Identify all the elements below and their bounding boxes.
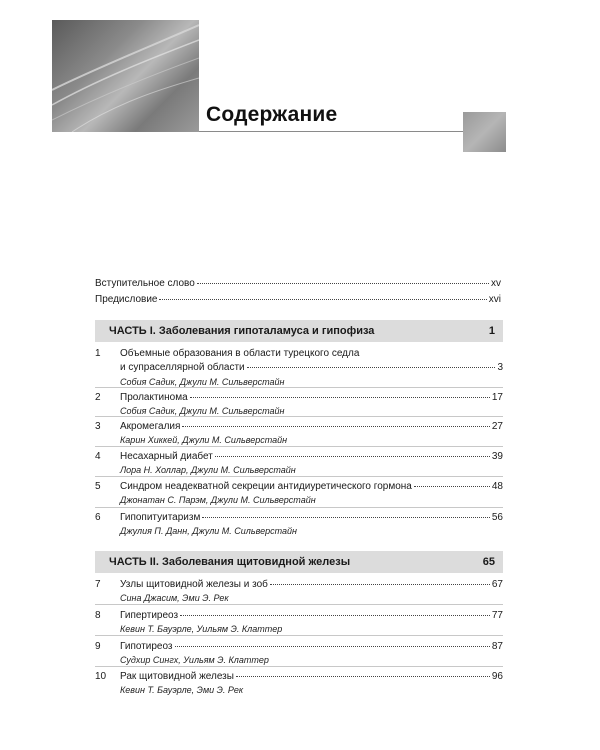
- chapter-page: 56: [491, 512, 503, 523]
- chapter-number: 9: [95, 641, 101, 652]
- dot-leader: [182, 426, 489, 427]
- header-decoration-square: [463, 112, 506, 152]
- chapter-title: Несахарный диабет: [120, 451, 213, 462]
- chapter-authors: Лора Н. Холлар, Джули М. Сильверстайн: [120, 465, 296, 475]
- chapter-page: 48: [491, 481, 503, 492]
- divider: [95, 604, 503, 605]
- chapter-title: Гипотиреоз: [120, 641, 173, 652]
- chapter-authors: Собия Садик, Джули М. Сильверстайн: [120, 377, 285, 387]
- chapter-number: 2: [95, 392, 101, 403]
- divider: [95, 446, 503, 447]
- part-page: 65: [482, 556, 495, 568]
- chapter-authors: Сина Джасим, Эми Э. Рек: [120, 593, 229, 603]
- toc-entry-page: xvi: [488, 294, 501, 305]
- dot-leader: [414, 486, 490, 487]
- toc-entry-foreword[interactable]: [95, 278, 501, 289]
- part-title: ЧАСТЬ I. Заболевания гипоталамуса и гипофиза: [109, 325, 375, 337]
- chapter-page: 87: [491, 641, 503, 652]
- dot-leader: [215, 456, 490, 457]
- divider: [95, 416, 503, 417]
- chapter-page: 77: [491, 610, 503, 621]
- dot-leader: [270, 584, 490, 585]
- dot-leader: [159, 299, 486, 300]
- dot-leader: [180, 615, 490, 616]
- chapter-number: 5: [95, 481, 101, 492]
- divider: [95, 635, 503, 636]
- chapter-number: 3: [95, 421, 101, 432]
- chapter-title-cont: и супраселлярной области: [120, 362, 245, 373]
- divider: [95, 476, 503, 477]
- dot-leader: [175, 646, 490, 647]
- chapter-number: 7: [95, 579, 101, 590]
- header-decoration-image: [52, 20, 199, 132]
- dot-leader: [202, 517, 490, 518]
- chapter-title: Объемные образования в области турецкого седла: [120, 348, 360, 359]
- chapter-authors: Джонатан С. Парэм, Джули М. Сильверстайн: [120, 495, 316, 505]
- page-title: Содержание: [206, 103, 338, 126]
- chapter-title: Рак щитовидной железы: [120, 671, 234, 682]
- chapter-authors: Карин Хиккей, Джули М. Сильверстайн: [120, 435, 288, 445]
- chapter-number: 4: [95, 451, 101, 462]
- divider: [95, 666, 503, 667]
- chapter-title: Гипертиреоз: [120, 610, 179, 621]
- chapter-authors: Кевин Т. Бауэрле, Эми Э. Рек: [120, 685, 244, 695]
- chapter-number: 6: [95, 512, 101, 523]
- chapter-page: 39: [491, 451, 503, 462]
- toc-entry-preface[interactable]: [95, 294, 501, 305]
- chapter-authors: Судхир Сингх, Уильям Э. Клаттер: [120, 655, 269, 665]
- chapter-page: 27: [491, 421, 503, 432]
- chapter-page: 67: [491, 579, 503, 590]
- chapter-authors: Джулия П. Данн, Джули М. Сильверстайн: [120, 526, 297, 536]
- dot-leader: [190, 397, 490, 398]
- chapter-page: 17: [491, 392, 503, 403]
- chapter-page: 3: [497, 362, 503, 373]
- dot-leader: [247, 367, 496, 368]
- divider: [95, 507, 503, 508]
- title-divider: [199, 131, 463, 132]
- toc-entry-page: xv: [491, 278, 501, 289]
- part-title: ЧАСТЬ II. Заболевания щитовидной железы: [109, 556, 351, 568]
- chapter-page: 96: [491, 671, 503, 682]
- chapter-title: Узлы щитовидной железы и зоб: [120, 579, 268, 590]
- divider: [95, 387, 503, 388]
- toc-entry-title: Вступительное слово: [95, 278, 195, 289]
- part-heading-2[interactable]: [95, 551, 503, 573]
- chapter-authors: Кевин Т. Бауэрле, Уильям Э. Клаттер: [120, 624, 283, 634]
- dot-leader: [197, 283, 489, 284]
- part-page: 1: [488, 325, 495, 337]
- chapter-title: Синдром неадекватной секреции антидиуретического гормона: [120, 481, 412, 492]
- swoosh-graphic: [52, 20, 199, 132]
- chapter-title: Гипопитуитаризм: [120, 512, 201, 523]
- toc-entry-title: Предисловие: [95, 294, 158, 305]
- chapter-title: Акромегалия: [120, 421, 181, 432]
- chapter-number: 8: [95, 610, 101, 621]
- chapter-title: Пролактинома: [120, 392, 188, 403]
- part-heading-1[interactable]: [95, 320, 503, 342]
- chapter-number: 1: [95, 348, 101, 359]
- chapter-authors: Собия Садик, Джули М. Сильверстайн: [120, 406, 285, 416]
- chapter-number: 10: [95, 671, 107, 682]
- dot-leader: [236, 676, 490, 677]
